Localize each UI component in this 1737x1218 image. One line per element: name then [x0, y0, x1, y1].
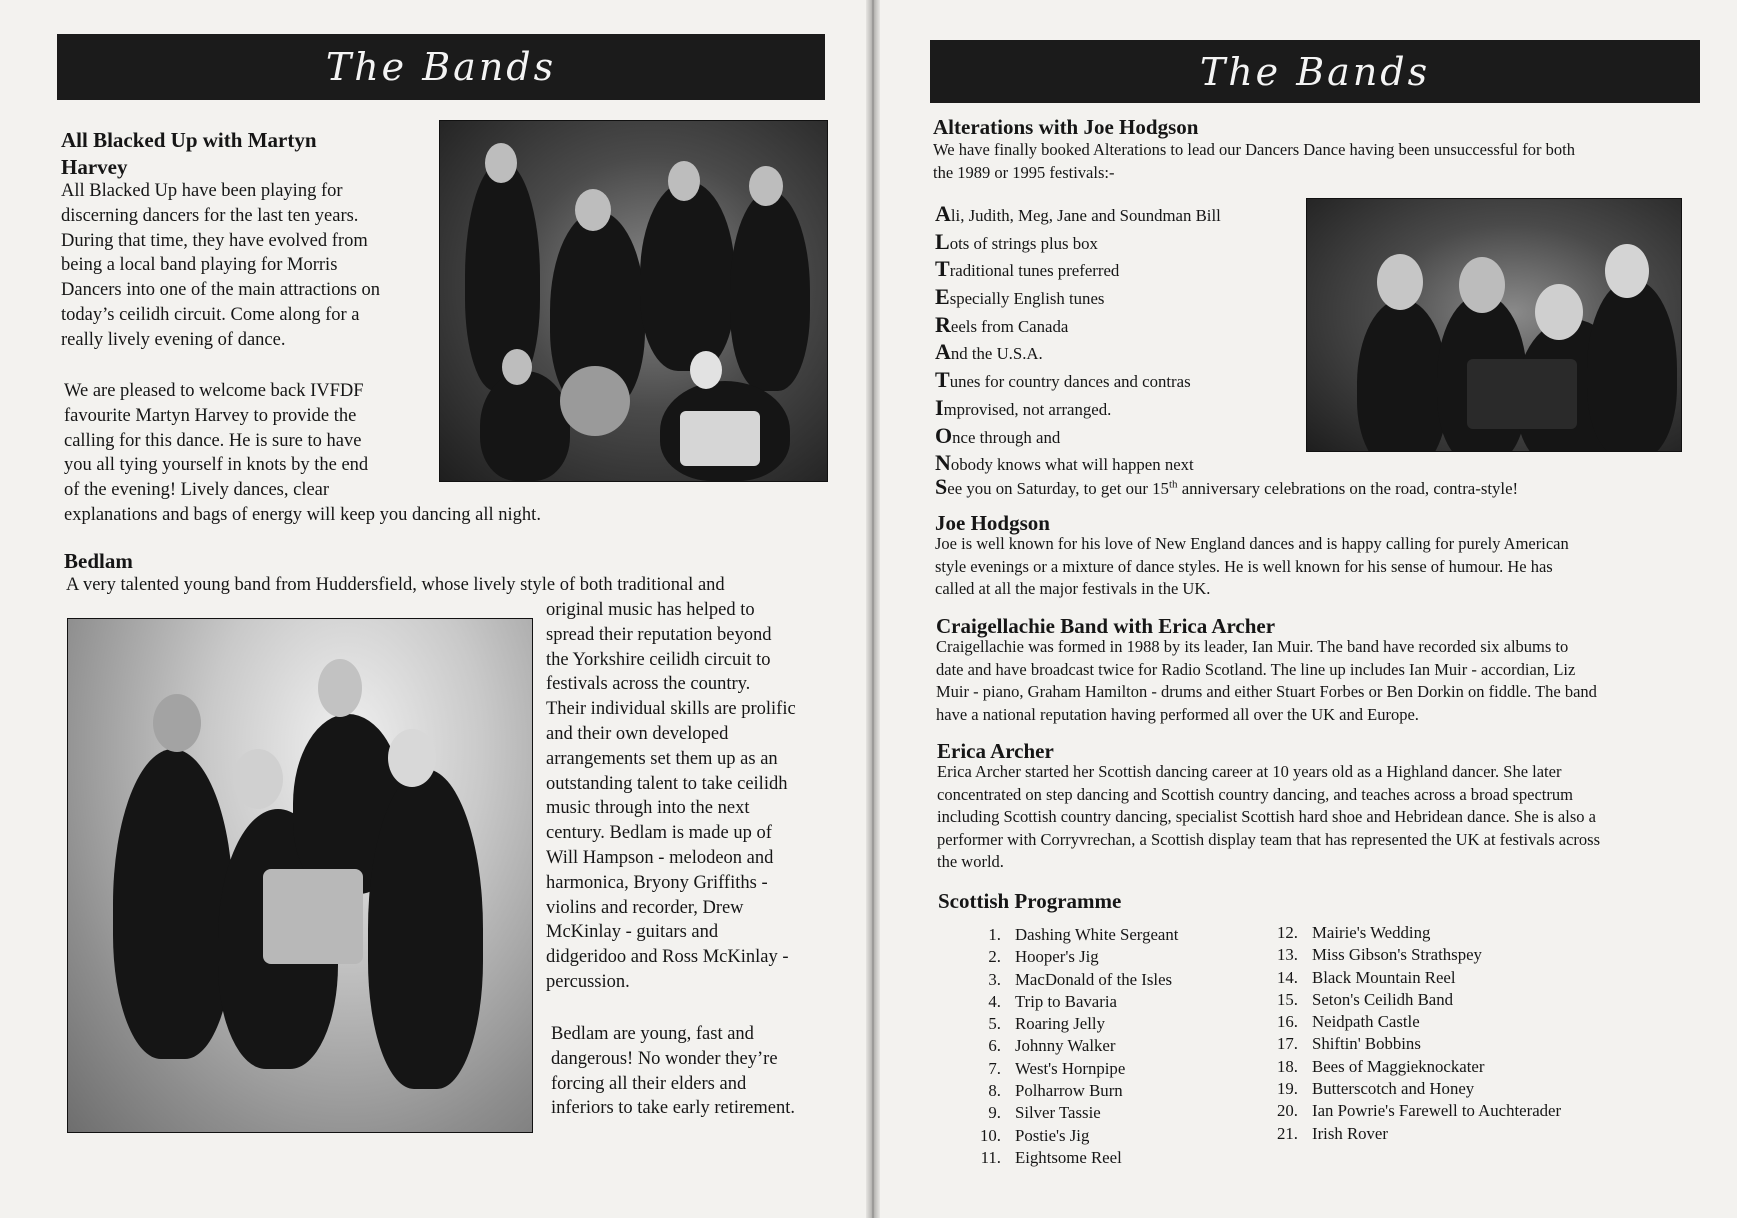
text-line: percussion. [546, 971, 630, 992]
all-blacked-up-heading-line1: All Blacked Up with Martyn [61, 128, 317, 152]
acrostic-final-superscript: th [1168, 478, 1178, 491]
all-blacked-up-photo [439, 120, 828, 482]
programme-item: 21. Irish Rover [1277, 1123, 1388, 1143]
programme-item: 3. MacDonald of the Isles [988, 969, 1173, 989]
text-line: date and have broadcast twice for Radio Scotland. The line up includes Ian Muir - accordian, Liz [936, 659, 1576, 679]
erica-archer-heading: Erica Archer [937, 739, 1054, 763]
acrostic-final-text: ee you on Saturday, to get our 15 [947, 479, 1169, 498]
text-line: Erica Archer started her Scottish dancing career at 10 years old as a Highland dancer. She later [937, 762, 1562, 781]
text-line: Bedlam are young, fast and [551, 1024, 754, 1044]
text-line: During that time, they have evolved from [61, 230, 368, 251]
bedlam-intro: A very talented young band from Huddersfield, whose lively style of both traditional and [66, 575, 725, 595]
left-banner [57, 34, 825, 100]
all-blacked-up-heading-line2: Harvey [61, 155, 128, 179]
text-line: All Blacked Up have been playing for [61, 181, 343, 201]
right-banner [930, 40, 1700, 103]
programme-item: 9. Silver Tassie [988, 1103, 1101, 1123]
acrostic-line: Reels from Canada [935, 311, 1069, 337]
left-banner-title: The Bands [325, 45, 557, 89]
programme-item: 18. Bees of Maggieknockater [1277, 1056, 1485, 1076]
text-line: Their individual skills are prolific [546, 699, 796, 720]
text-line: and their own developed [546, 723, 729, 744]
text-line: you all tying yourself in knots by the end [64, 455, 369, 476]
programme-item: 8. Polharrow Burn [988, 1081, 1123, 1101]
text-line: Dancers into one of the main attractions on [61, 280, 381, 301]
acrostic-final-text-end: anniversary celebrations on the road, contra-style! [1177, 479, 1519, 498]
left-page [0, 0, 868, 1218]
programme-item: 7. West's Hornpipe [988, 1058, 1126, 1078]
acrostic-line: Especially English tunes [935, 284, 1105, 310]
text-line: the world. [937, 852, 1004, 872]
right-banner-title: The Bands [1199, 49, 1431, 94]
alterations-acrostic [935, 200, 1325, 477]
bedlam-body [546, 598, 846, 995]
text-line: being a local band playing for Morris [61, 255, 338, 276]
text-line: the 1989 or 1995 festivals:- [933, 162, 1115, 182]
bedlam-photo [67, 618, 533, 1133]
text-line: outstanding talent to take ceilidh [546, 773, 788, 794]
programme-item: 2. Hooper's Jig [988, 947, 1099, 967]
text-line: called at all the major festivals in the UK. [935, 579, 1211, 599]
acrostic-final-initial: S [935, 474, 948, 499]
text-line: discerning dancers for the last ten years. [61, 205, 359, 226]
text-line: didgeridoo and Ross McKinlay - [546, 947, 789, 968]
text-line: original music has helped to [546, 600, 755, 620]
joe-hodgson-heading: Joe Hodgson [935, 511, 1050, 535]
text-line: festivals across the country. [546, 674, 751, 695]
scottish-programme-heading: Scottish Programme [938, 889, 1122, 913]
text-line: performer with Corryvrechan, a Scottish display team that has represented the UK at festivals across [937, 829, 1600, 849]
text-line: dangerous! No wonder they’re [551, 1048, 778, 1069]
text-line: McKinlay - guitars and [546, 922, 719, 943]
all-blacked-up-heading [61, 127, 317, 181]
acrostic-final-line [935, 474, 1518, 500]
text-line: really lively evening of dance. [61, 329, 286, 350]
programme-item: 11. Eightsome Reel [980, 1147, 1122, 1167]
text-line: explanations and bags of energy will keep you dancing all night. [64, 504, 541, 525]
all-blacked-up-paragraph-1 [61, 179, 436, 353]
text-line: Will Hampson - melodeon and [546, 847, 774, 868]
text-line: violins and recorder, Drew [546, 897, 744, 918]
text-line: inferiors to take early retirement. [551, 1098, 795, 1119]
acrostic-line: Ali, Judith, Meg, Jane and Soundman Bill [935, 201, 1221, 226]
acrostic-line: Improvised, not arranged. [935, 394, 1112, 420]
programme-column-1 [971, 924, 1178, 1169]
programme-item: 12. Mairie's Wedding [1277, 923, 1431, 942]
bedlam-closing [551, 1022, 851, 1121]
text-line: forcing all their elders and [551, 1073, 747, 1094]
programme-column-2 [1268, 922, 1561, 1145]
acrostic-line: Once through and [935, 422, 1061, 448]
programme-item: 19. Butterscotch and Honey [1277, 1079, 1475, 1099]
text-line: music through into the next [546, 798, 750, 819]
bedlam-heading: Bedlam [64, 549, 133, 573]
joe-hodgson-text [935, 533, 1725, 601]
text-line: harmonica, Bryony Griffiths - [546, 872, 768, 893]
right-page [878, 0, 1737, 1218]
text-line: Craigellachie was formed in 1988 by its leader, Ian Muir. The band have recorded six albums to [936, 637, 1569, 656]
acrostic-line: Traditional tunes preferred [935, 256, 1120, 282]
programme-item: 10. Postie's Jig [980, 1125, 1090, 1145]
programme-item: 4. Trip to Bavaria [988, 991, 1117, 1011]
programme-item: 1. Dashing White Sergeant [988, 925, 1179, 944]
text-line: style evenings or a mixture of dance styles. He is well known for his sense of humour. He has [935, 556, 1553, 576]
alterations-intro [933, 139, 1723, 184]
text-line: spread their reputation beyond [546, 624, 772, 645]
alterations-heading: Alterations with Joe Hodgson [933, 115, 1199, 139]
programme-item: 20. Ian Powrie's Farewell to Auchterader [1277, 1101, 1562, 1121]
text-line: the Yorkshire ceilidh circuit to [546, 649, 771, 670]
text-line: today’s ceilidh circuit. Come along for a [61, 304, 360, 325]
text-line: We have finally booked Alterations to lead our Dancers Dance having been unsuccessful for both [933, 140, 1575, 159]
programme-item: 5. Roaring Jelly [988, 1014, 1105, 1034]
text-line: favourite Martyn Harvey to provide the [64, 405, 357, 426]
craigellachie-heading: Craigellachie Band with Erica Archer [936, 614, 1276, 638]
text-line: We are pleased to welcome back IVFDF [64, 381, 364, 401]
text-line: Muir - piano, Graham Hamilton - drums and either Stuart Forbes or Ben Dorkin on fiddle. The band [936, 682, 1597, 702]
acrostic-line: Nobody knows what will happen next [935, 450, 1194, 476]
programme-item: 17. Shiftin' Bobbins [1277, 1034, 1421, 1054]
text-line: have a national reputation having performed all over the UK and Europe. [936, 704, 1419, 724]
text-line: of the evening! Lively dances, clear [64, 480, 330, 501]
acrostic-line: And the U.S.A. [935, 339, 1043, 365]
text-line: concentrated on step dancing and Scottish country dancing, and teaches across a broad spectrum [937, 784, 1573, 804]
programme-item: 15. Seton's Ceilidh Band [1277, 989, 1454, 1009]
text-line: century. Bedlam is made up of [546, 823, 772, 844]
programme-item: 16. Neidpath Castle [1277, 1012, 1420, 1032]
craigellachie-text [936, 636, 1726, 726]
acrostic-line: Tunes for country dances and contras [935, 367, 1191, 393]
text-line: including Scottish country dancing, specialist Scottish hard shoe and Hebridean dance. She is also a [937, 807, 1596, 827]
text-line: calling for this dance. He is sure to have [64, 430, 362, 451]
programme-item: 6. Johnny Walker [988, 1036, 1116, 1056]
alterations-photo [1306, 198, 1682, 452]
erica-archer-text [937, 761, 1727, 874]
text-line: Joe is well known for his love of New England dances and is happy calling for purely American [935, 534, 1569, 553]
programme-item: 13. Miss Gibson's Strathspey [1277, 945, 1482, 965]
programme-item: 14. Black Mountain Reel [1277, 967, 1456, 987]
acrostic-line: Lots of strings plus box [935, 228, 1098, 254]
text-line: arrangements set them up as an [546, 748, 778, 769]
